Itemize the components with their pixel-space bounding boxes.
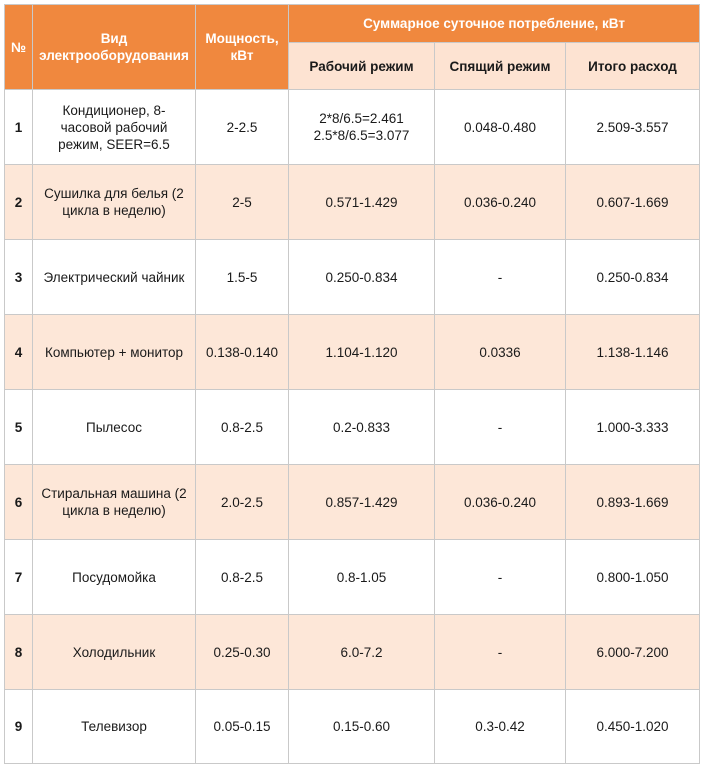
table-row — [5, 315, 700, 390]
table-row — [5, 615, 700, 690]
row-sleep-mode: 0.3-0.42 — [435, 690, 566, 764]
row-total: 0.607-1.669 — [566, 165, 700, 240]
row-total: 6.000-7.200 — [566, 615, 700, 690]
row-total: 1.000-3.333 — [566, 390, 700, 465]
table-row — [5, 240, 700, 315]
row-equipment: Компьютер + монитор — [33, 315, 196, 390]
row-num: 7 — [5, 540, 33, 615]
energy-consumption-table — [4, 4, 700, 764]
row-power: 0.8-2.5 — [196, 390, 289, 465]
row-sleep-mode: 0.036-0.240 — [435, 465, 566, 540]
row-total: 1.138-1.146 — [566, 315, 700, 390]
row-num: 6 — [5, 465, 33, 540]
row-total: 0.450-1.020 — [566, 690, 700, 764]
row-sleep-mode: - — [435, 390, 566, 465]
row-sleep-mode: 0.048-0.480 — [435, 90, 566, 165]
row-power: 2-5 — [196, 165, 289, 240]
row-num: 5 — [5, 390, 33, 465]
row-power: 2.0-2.5 — [196, 465, 289, 540]
row-sleep-mode: - — [435, 615, 566, 690]
row-sleep-mode: 0.036-0.240 — [435, 165, 566, 240]
table-row — [5, 390, 700, 465]
row-work-mode: 6.0-7.2 — [289, 615, 435, 690]
row-work-mode: 0.2-0.833 — [289, 390, 435, 465]
table-row — [5, 540, 700, 615]
header-sleep-mode: Спящий режим — [435, 43, 566, 90]
row-total: 0.893-1.669 — [566, 465, 700, 540]
row-equipment: Кондиционер, 8-часовой рабочий режим, SEER=6.5 — [33, 90, 196, 165]
row-num: 3 — [5, 240, 33, 315]
header-num: № — [5, 5, 33, 90]
row-work-mode: 0.15-0.60 — [289, 690, 435, 764]
row-work-mode: 0.857-1.429 — [289, 465, 435, 540]
header-power: Мощность, кВт — [196, 5, 289, 90]
row-sleep-mode: - — [435, 540, 566, 615]
row-work-mode — [289, 90, 435, 165]
row-work-mode: 0.571-1.429 — [289, 165, 435, 240]
row-power: 0.25-0.30 — [196, 615, 289, 690]
row-num: 8 — [5, 615, 33, 690]
row-num: 1 — [5, 90, 33, 165]
row-equipment: Электрический чайник — [33, 240, 196, 315]
row-work-line-1: 2*8/6.5=2.461 — [319, 111, 404, 126]
row-work-mode: 0.8-1.05 — [289, 540, 435, 615]
row-equipment: Посудомойка — [33, 540, 196, 615]
row-power: 0.05-0.15 — [196, 690, 289, 764]
header-total: Итого расход — [566, 43, 700, 90]
row-equipment: Холодильник — [33, 615, 196, 690]
row-equipment: Сушилка для белья (2 цикла в неделю) — [33, 165, 196, 240]
row-total: 0.250-0.834 — [566, 240, 700, 315]
row-sleep-mode: 0.0336 — [435, 315, 566, 390]
row-power: 2-2.5 — [196, 90, 289, 165]
row-equipment: Стиральная машина (2 цикла в неделю) — [33, 465, 196, 540]
row-equipment: Телевизор — [33, 690, 196, 764]
header-equipment-type: Вид электрооборудования — [33, 5, 196, 90]
row-total: 0.800-1.050 — [566, 540, 700, 615]
header-daily-consumption: Суммарное суточное потребление, кВт — [289, 5, 700, 43]
row-equipment: Пылесос — [33, 390, 196, 465]
row-num: 4 — [5, 315, 33, 390]
row-work-line-2: 2.5*8/6.5=3.077 — [313, 128, 410, 143]
row-sleep-mode: - — [435, 240, 566, 315]
header-work-mode: Рабочий режим — [289, 43, 435, 90]
table-row — [5, 90, 700, 165]
table-row — [5, 165, 700, 240]
row-num: 2 — [5, 165, 33, 240]
row-power: 0.8-2.5 — [196, 540, 289, 615]
row-work-mode: 0.250-0.834 — [289, 240, 435, 315]
table-row — [5, 465, 700, 540]
row-total: 2.509-3.557 — [566, 90, 700, 165]
row-num: 9 — [5, 690, 33, 764]
row-work-mode: 1.104-1.120 — [289, 315, 435, 390]
row-power: 0.138-0.140 — [196, 315, 289, 390]
row-power: 1.5-5 — [196, 240, 289, 315]
table-row — [5, 690, 700, 764]
